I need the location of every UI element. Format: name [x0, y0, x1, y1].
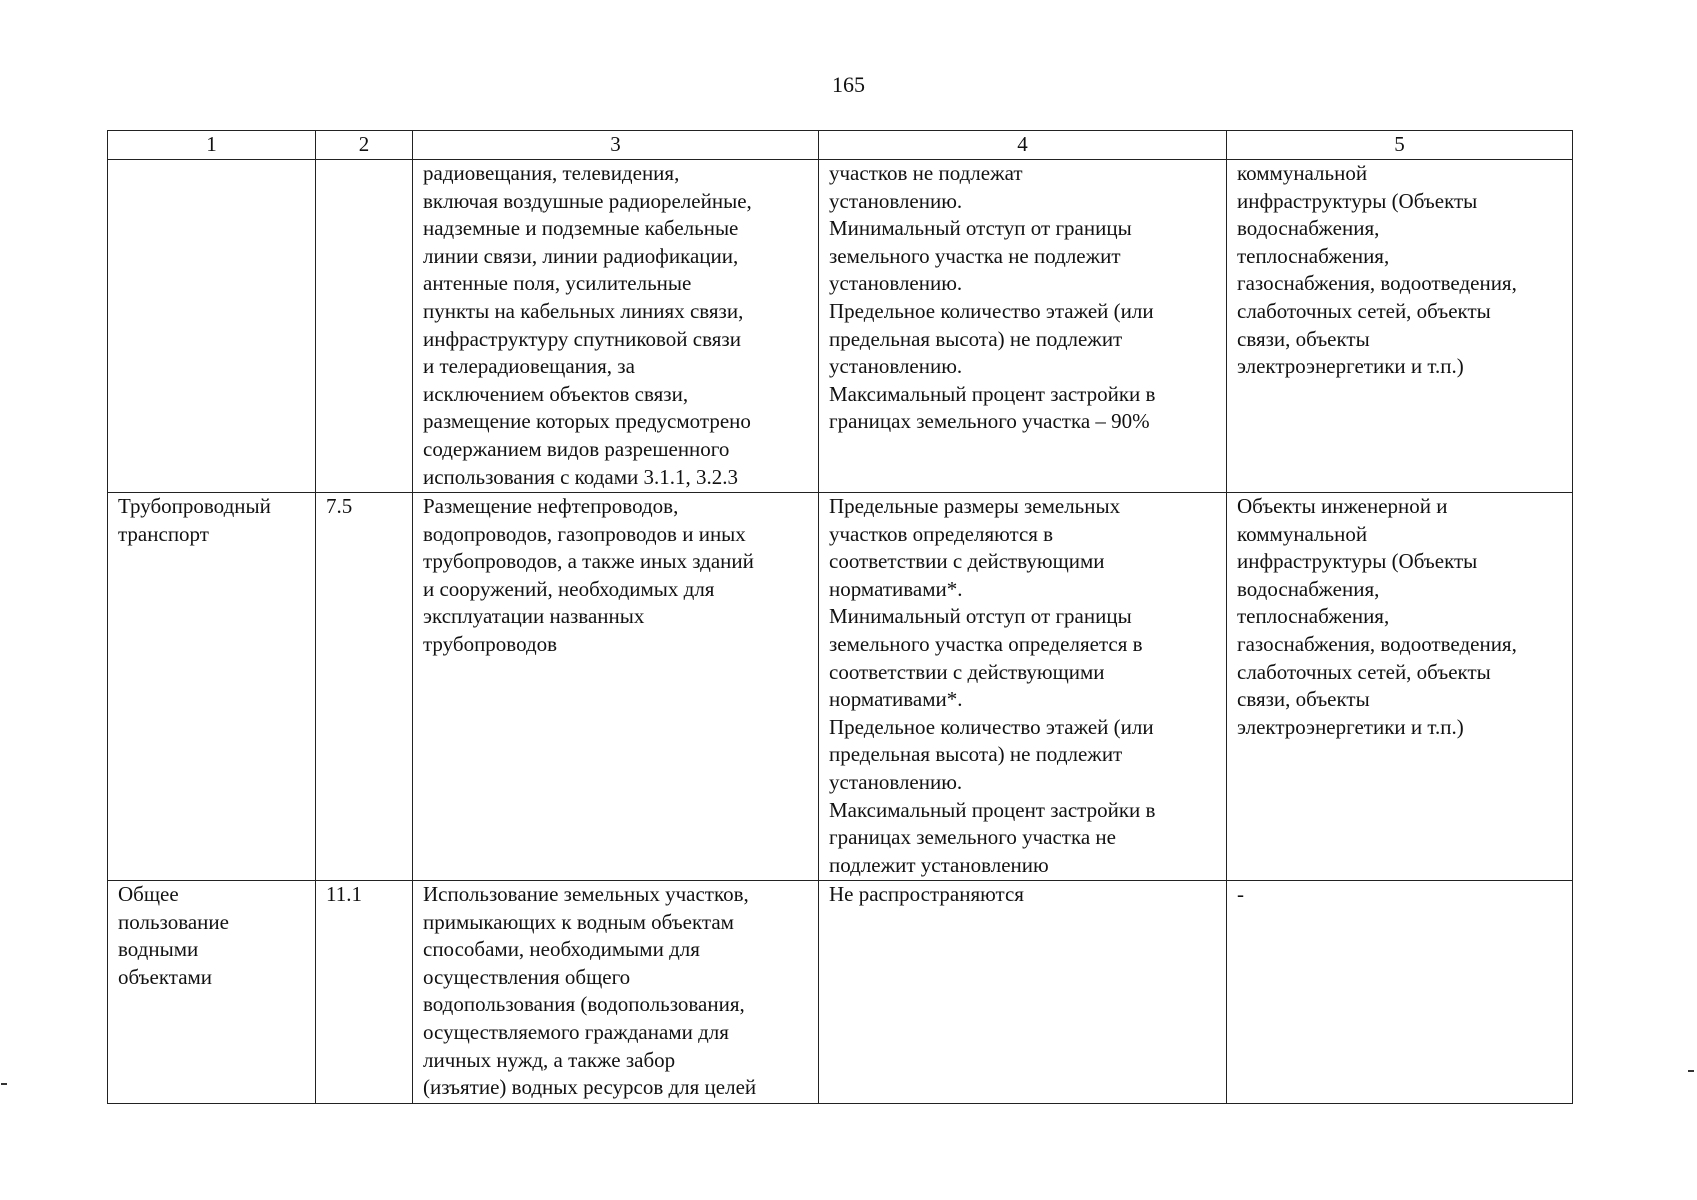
scan-edge-mark-left — [1, 1083, 7, 1085]
objects-cell: - — [1227, 881, 1573, 1104]
page-number: 165 — [832, 72, 865, 97]
use-name-cell: Общее пользование водными объектами — [108, 881, 316, 1104]
table-row — [108, 881, 1573, 1104]
parameters-cell: Предельные размеры земельных участков определяются в соответствии с действующими нормативами*. Минимальный отступ от границы земельного участка определяется в соответствии с действующими нормативами*. Предельное количество этажей (или предельная высота) не подлежит установлению. Максимальный процент застройки в границах земельного участка не подлежит установлению — [819, 493, 1227, 881]
column-header-5: 5 — [1227, 131, 1573, 160]
use-code-cell: 11.1 — [316, 881, 413, 1104]
parameters-cell: Не распространяются — [819, 881, 1227, 1104]
scan-edge-mark-right — [1688, 1070, 1694, 1072]
objects-cell: Объекты инженерной и коммунальной инфраструктуры (Объекты водоснабжения, теплоснабжения, газоснабжения, водоотведения, слаботочных сетей, объекты связи, объекты электроэнергетики и т.п.) — [1227, 493, 1573, 881]
use-description-cell: радиовещания, телевидения, включая воздушные радиорелейные, надземные и подземные кабельные линии связи, линии радиофикации, антенные поля, усилительные пункты на кабельных линиях связи, инфраструктуру спутниковой связи и телерадиовещания, за исключением объектов связи, размещение которых предусмотрено содержанием видов разрешенного использования с кодами 3.1.1, 3.2.3 — [413, 160, 819, 493]
use-description-cell: Использование земельных участков, примыкающих к водным объектам способами, необходимыми для осуществления общего водопользования (водопользования, осуществляемого гражданами для личных нужд, а также забор (изъятие) водных ресурсов для целей — [413, 881, 819, 1104]
column-header-1: 1 — [108, 131, 316, 160]
table-header-row — [108, 131, 1573, 160]
use-name-cell — [108, 160, 316, 493]
parameters-cell: участков не подлежат установлению. Минимальный отступ от границы земельного участка не подлежит установлению. Предельное количество этажей (или предельная высота) не подлежит установлению. Максимальный процент застройки в границах земельного участка – 90% — [819, 160, 1227, 493]
use-name-cell: Трубопроводный транспорт — [108, 493, 316, 881]
table-row — [108, 160, 1573, 493]
column-header-3: 3 — [413, 131, 819, 160]
zoning-table — [107, 130, 1573, 1104]
column-header-4: 4 — [819, 131, 1227, 160]
use-code-cell — [316, 160, 413, 493]
use-code-cell: 7.5 — [316, 493, 413, 881]
column-header-2: 2 — [316, 131, 413, 160]
use-description-cell: Размещение нефтепроводов, водопроводов, газопроводов и иных трубопроводов, а также иных зданий и сооружений, необходимых для эксплуатации названных трубопроводов — [413, 493, 819, 881]
objects-cell: коммунальной инфраструктуры (Объекты водоснабжения, теплоснабжения, газоснабжения, водоотведения, слаботочных сетей, объекты связи, объекты электроэнергетики и т.п.) — [1227, 160, 1573, 493]
table-row — [108, 493, 1573, 881]
